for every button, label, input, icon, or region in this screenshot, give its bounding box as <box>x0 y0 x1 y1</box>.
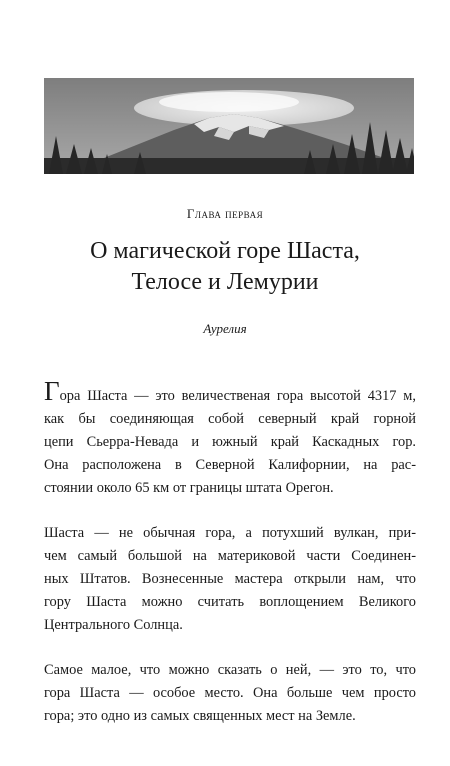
chapter-author: Аурелия <box>203 321 247 336</box>
paragraph-line: гора Шаста — особое место. Она больше чем просто <box>44 685 416 701</box>
chapter-title-line: О магической горе Шаста, <box>90 238 360 264</box>
paragraph-line: Она расположена в Северной Калифорнии, на рас- <box>44 457 416 473</box>
paragraph-line: Шаста — не обычная гора, а потухший вулкан, при- <box>44 525 416 541</box>
mount-shasta-photo <box>44 78 414 174</box>
paragraph-line: цепи Сьерра-Невада и южный край Каскадных гор. <box>44 434 416 450</box>
paragraph-line: как бы соединяющая собой северный край горной <box>44 411 416 427</box>
paragraph-line: чем самый большой на материковой части Соединен- <box>44 548 416 564</box>
paragraph-line <box>44 376 416 408</box>
paragraph-line: Центрального Солнца. <box>44 617 183 633</box>
paragraph-line-text: ора Шаста — это величественая гора высотой 4317 м, <box>59 388 416 404</box>
chapter-body <box>44 376 416 728</box>
mountain-landscape-illustration <box>44 78 414 174</box>
paragraph <box>44 522 416 637</box>
drop-cap: Г <box>44 376 60 406</box>
paragraph <box>44 376 416 500</box>
chapter-title-line: Телосе и Лемурии <box>131 269 319 295</box>
paragraph-line: ных Штатов. Вознесенные мастера открыли нам, что <box>44 571 416 587</box>
paragraph <box>44 659 416 728</box>
paragraph-line: гора; это одно из самых священных мест на Земле. <box>44 708 356 724</box>
paragraph-line: стоянии около 65 км от границы штата Орегон. <box>44 480 334 496</box>
chapter-title <box>0 236 450 298</box>
paragraph-line: гору Шаста можно считать воплощением Великого <box>44 594 416 610</box>
paragraph-line: Самое малое, что можно сказать о ней, — это то, что <box>44 662 416 678</box>
chapter-label: Глава первая <box>186 206 264 221</box>
